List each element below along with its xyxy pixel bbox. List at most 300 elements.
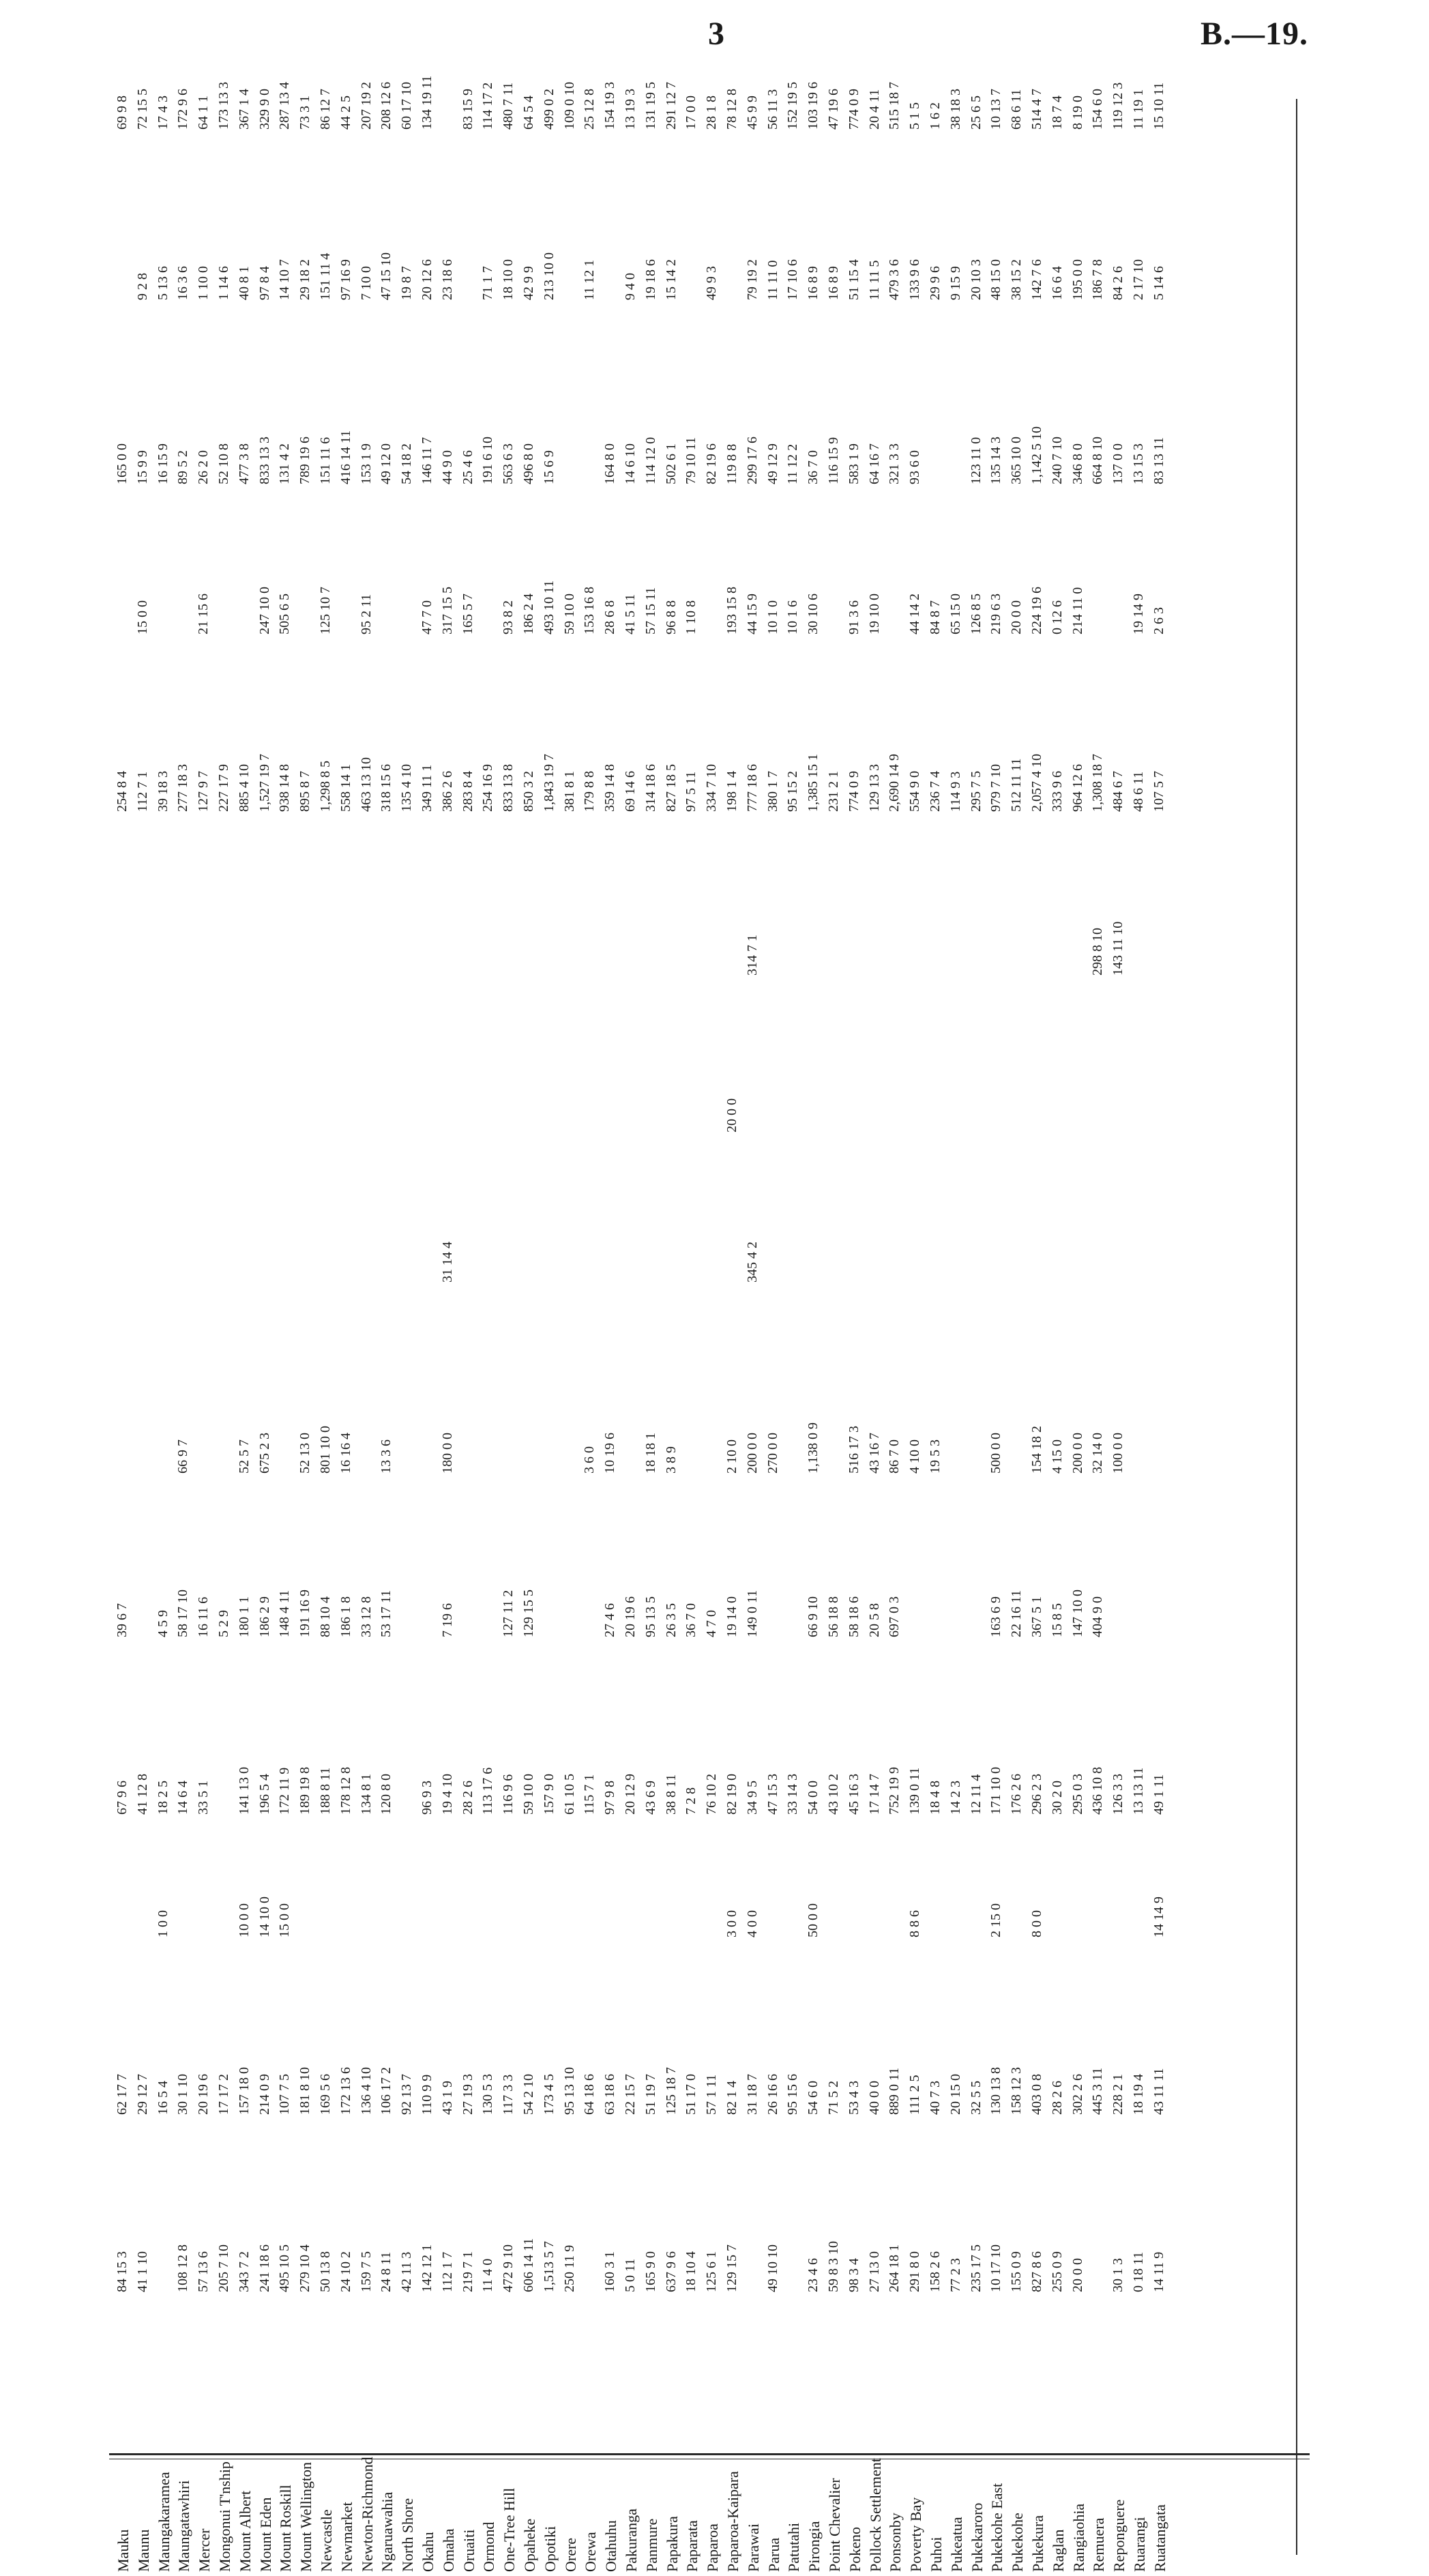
cell-c11: 153 16 8 [582,587,598,634]
cell-c14: 60 17 10 [399,82,415,130]
cell-c13: 97 8 4 [256,266,272,300]
cell-c5: 33 12 8 [358,1596,374,1637]
cell-c14: 20 4 11 [866,89,882,130]
cell-c14: 480 7 11 [501,82,516,130]
cell-c14: 64 5 4 [521,96,536,130]
cell-c1: 18 10 4 [683,2251,699,2292]
cell-c1: 24 10 2 [338,2251,353,2292]
cell-c1: 14 11 9 [1151,2251,1166,2292]
place-name: Parawai [744,2523,762,2572]
cell-c2: 228 2 1 [1110,2074,1126,2115]
cell-c13: 29 18 2 [297,259,313,300]
table-row [358,82,376,2572]
cell-c11: 95 2 11 [358,594,374,634]
cell-c12: 49 12 9 [765,443,780,484]
cell-c1: 495 10 5 [277,2244,293,2292]
cell-c14: 15 10 11 [1151,82,1166,130]
cell-c14: 73 3 1 [297,96,313,130]
cell-c5: 26 3 5 [663,1603,679,1637]
cell-c1: 0 18 11 [1131,2251,1146,2292]
place-name: Poverty Bay [907,2497,925,2572]
cell-c6: 18 18 1 [643,1433,658,1474]
cell-c12: 64 16 7 [866,443,882,484]
cell-c2: 111 2 5 [907,2075,923,2115]
cell-c1: 50 13 8 [318,2251,333,2292]
cell-c2: 54 6 0 [806,2081,821,2115]
place-name: One-Tree Hill [501,2487,518,2572]
cell-c2: 302 2 6 [1070,2074,1085,2115]
cell-c6: 86 7 0 [887,1439,902,1474]
cell-c1: 159 7 5 [358,2251,374,2292]
table-row [988,89,1006,2572]
cell-c14: 173 13 3 [216,82,231,130]
cell-c1: 112 1 7 [439,2251,455,2292]
cell-c4: 176 2 6 [1009,1774,1025,1815]
cell-c14: 172 9 6 [175,89,191,130]
cell-c1: 49 10 10 [765,2244,780,2292]
cell-c13: 11 11 0 [765,260,780,300]
cell-c9: 298 8 10 [1090,928,1106,976]
place-name: Okahu [419,2532,437,2572]
cell-c2: 71 5 2 [826,2081,841,2115]
cell-c13: 11 11 5 [866,260,882,300]
cell-c4: 12 11 4 [968,1774,984,1815]
cell-c11: 19 10 0 [866,594,882,634]
table-row [439,102,457,2572]
table-row [643,82,660,2572]
cell-c14: 72 15 5 [134,89,150,130]
cell-c5: 15 8 5 [1049,1603,1065,1637]
cell-c4: 19 4 10 [439,1774,455,1815]
cell-c11: 193 15 8 [724,587,739,634]
cell-c14: 154 19 3 [602,82,618,130]
cell-c1: 1,513 5 7 [541,2241,557,2292]
cell-c5: 697 0 3 [887,1596,902,1637]
cell-c4: 28 2 6 [460,1781,475,1815]
cell-c2: 157 18 0 [236,2067,252,2115]
cell-c10: 127 9 7 [196,771,211,812]
cell-c9: 143 11 10 [1110,921,1126,976]
cell-c10: 114 9 3 [947,771,963,812]
cell-c13: 51 15 4 [846,259,861,300]
cell-c10: 334 7 10 [704,764,720,812]
cell-c1: 98 3 4 [846,2258,861,2292]
cell-c2: 22 15 7 [623,2074,638,2115]
table-row [115,96,132,2572]
cell-c5: 367 5 1 [1029,1596,1044,1637]
table-row [846,89,864,2572]
cell-c6: 516 17 3 [846,1426,861,1474]
cell-c10: 318 15 6 [379,764,394,812]
cell-c1: 41 1 10 [134,2251,150,2292]
cell-c14: 367 1 4 [236,89,252,130]
cell-c12: 664 8 10 [1090,437,1106,484]
cell-c10: 1,298 8 5 [318,761,333,812]
cell-c13: 42 9 9 [521,266,536,300]
table-row [947,89,965,2572]
cell-c1: 5 0 11 [623,2258,638,2292]
table-row [724,89,741,2572]
table-row [460,89,477,2572]
cell-c12: 26 2 0 [196,450,211,484]
cell-c13: 17 10 6 [785,259,801,300]
cell-c1: 77 2 3 [947,2258,963,2292]
table-row [826,89,843,2572]
cell-c5: 404 9 0 [1090,1596,1106,1637]
cell-c13: 2 17 10 [1131,259,1146,300]
cell-c10: 895 8 7 [297,771,313,812]
cell-c2: 445 3 11 [1090,2067,1106,2115]
cell-c10: 979 7 10 [988,764,1004,812]
cell-c2: 53 4 3 [846,2081,861,2115]
cell-c14: 86 12 7 [318,89,333,130]
cell-c12: 82 19 6 [704,443,720,484]
cell-c13: 16 3 6 [175,266,191,300]
cell-c12: 1,142 5 10 [1029,426,1044,484]
cell-c10: 359 14 8 [602,764,618,812]
cell-c13: 19 8 7 [399,266,415,300]
cell-c10: 777 18 6 [744,764,760,812]
cell-c2: 172 13 6 [338,2067,353,2115]
cell-c4: 7 2 8 [683,1787,699,1815]
cell-c11: 30 10 6 [806,594,821,634]
cell-c4: 47 15 3 [765,1774,780,1815]
table-row [297,96,315,2572]
cell-c10: 2,690 14 9 [887,754,902,812]
document-reference: B.—19. [1200,16,1309,52]
table-row [1009,89,1027,2572]
cell-c2: 117 3 3 [501,2074,516,2115]
cell-c11: 59 10 0 [561,594,577,634]
cell-c12: 25 4 6 [460,450,475,484]
place-name: Papakura [663,2516,681,2572]
cell-c14: 45 9 9 [744,96,760,130]
cell-c14: 774 0 9 [846,89,861,130]
cell-c10: 380 1 7 [765,771,780,812]
cell-c4: 43 6 9 [643,1781,658,1815]
cell-c10: 2,057 4 10 [1029,754,1044,812]
table-row [785,82,803,2572]
cell-c1: 165 9 0 [643,2251,658,2292]
cell-c1: 30 1 3 [1110,2258,1126,2292]
place-name: Mauku [115,2529,132,2572]
cell-c12: 789 19 6 [297,437,313,484]
cell-c7: 345 4 2 [744,1242,760,1283]
cell-c10: 277 18 3 [175,764,191,812]
cell-c6: 1,138 0 9 [806,1422,821,1474]
cell-c4: 134 8 1 [358,1774,374,1815]
cell-c10: 236 7 4 [928,771,943,812]
cell-c14: 25 12 8 [582,89,598,130]
table-row [541,89,559,2572]
cell-c12: 153 1 9 [358,443,374,484]
cell-c5: 147 10 0 [1070,1590,1085,1637]
cell-c13: 9 4 0 [623,273,638,300]
cell-c2: 63 18 6 [602,2074,618,2115]
cell-c11: 20 0 0 [1009,600,1025,634]
cell-c10: 95 15 2 [785,771,801,812]
cell-c2: 17 17 2 [216,2074,231,2115]
cell-c12: 321 3 3 [887,443,902,484]
cell-c13: 71 1 7 [480,266,496,300]
cell-c10: 827 18 5 [663,764,679,812]
cell-c11: 214 11 0 [1070,587,1085,634]
cell-c1: 24 8 11 [379,2251,394,2292]
cell-c12: 114 12 0 [643,437,658,484]
cell-c2: 130 5 3 [480,2074,496,2115]
cell-c4: 295 0 3 [1070,1774,1085,1815]
cell-c5: 22 16 11 [1009,1590,1025,1637]
table-row [602,82,620,2572]
place-name: Otahuhu [602,2520,620,2572]
cell-c13: 195 0 0 [1070,259,1085,300]
cell-c10: 885 4 10 [236,764,252,812]
cell-c4: 43 10 2 [826,1774,841,1815]
cell-c6: 16 16 4 [338,1433,353,1474]
cell-c11: 91 3 6 [846,600,861,634]
cell-c12: 191 6 10 [480,437,496,484]
cell-c11: 317 15 5 [439,587,455,634]
cell-c14: 131 19 5 [643,82,658,130]
cell-c2: 106 17 2 [379,2067,394,2115]
cell-c4: 171 10 0 [988,1767,1004,1815]
cell-c5: 16 11 6 [196,1596,211,1637]
cell-c2: 95 13 10 [561,2067,577,2115]
place-name: Mount Roskill [277,2485,295,2572]
cell-c14: 152 19 5 [785,82,801,130]
cell-c4: 67 9 6 [115,1781,130,1815]
place-name: Puhoi [928,2536,945,2572]
cell-c12: 15 6 9 [541,450,557,484]
cell-c1: 142 12 1 [419,2244,434,2292]
cell-c3: 2 15 0 [988,1903,1004,1937]
table-row [318,89,335,2572]
table-row [216,82,233,2572]
table-row [134,89,152,2572]
cell-c13: 38 15 2 [1009,259,1025,300]
cell-c13: 48 15 0 [988,259,1004,300]
cell-c4: 38 8 11 [663,1774,679,1815]
cell-c10: 964 12 6 [1070,764,1085,812]
cell-c6: 801 10 0 [318,1426,333,1474]
cell-c14: 11 19 1 [1131,89,1146,130]
cell-c11: 28 6 8 [602,600,618,634]
cell-c10: 135 4 10 [399,764,415,812]
cell-c3: 8 0 0 [1029,1910,1044,1937]
cell-c6: 180 0 0 [439,1433,455,1474]
cell-c2: 26 16 6 [765,2074,780,2115]
place-name: Ruatangata [1151,2504,1168,2572]
cell-c6: 52 13 0 [297,1433,313,1474]
cell-c12: 11 12 2 [785,443,801,484]
cell-c13: 151 11 4 [318,252,333,300]
cell-c14: 499 0 2 [541,89,557,130]
cell-c11: 247 10 0 [256,587,272,634]
cell-c2: 889 0 11 [887,2067,902,2115]
cell-c10: 833 13 8 [501,764,516,812]
cell-c10: 774 0 9 [846,771,861,812]
cell-c14: 17 4 3 [155,96,171,130]
cell-c10: 381 8 1 [561,771,577,812]
place-name: Paparoa-Kaipara [724,2471,741,2572]
cell-c12: 563 6 3 [501,443,516,484]
cell-c13: 14 10 7 [277,259,293,300]
cell-c2: 95 15 6 [785,2074,801,2115]
place-name: Raglan [1049,2529,1067,2572]
cell-c11: 57 15 11 [643,587,658,634]
cell-c14: 64 1 1 [196,96,211,130]
place-name: Maungakaramea [155,2472,173,2572]
cell-c11: 96 8 8 [663,600,679,634]
cell-c4: 126 3 3 [1110,1774,1126,1815]
cell-c5: 7 19 6 [439,1603,455,1637]
place-name: Mercer [196,2528,213,2572]
cell-c6: 100 0 0 [1110,1433,1126,1474]
cell-c3: 10 0 0 [236,1903,252,1937]
place-name: Ruarangi [1131,2517,1148,2572]
table-row [744,96,762,2572]
cell-c1: 637 9 6 [663,2251,679,2292]
cell-c14: 119 12 3 [1110,82,1126,130]
cell-c12: 49 12 0 [379,443,394,484]
cell-c12: 83 13 11 [1151,437,1166,484]
cell-c14: 287 13 4 [277,82,293,130]
cell-c13: 20 12 6 [419,259,434,300]
cell-c13: 133 9 6 [907,259,923,300]
cell-c4: 120 8 0 [379,1774,394,1815]
cell-c1: 279 10 4 [297,2244,313,2292]
cell-c5: 19 14 0 [724,1596,739,1637]
place-name: Pukeatua [947,2517,965,2572]
place-name: Panmure [643,2518,660,2572]
cell-c11: 44 15 9 [744,594,760,634]
cell-c14: 109 0 10 [561,82,577,130]
table-row [887,82,904,2572]
cell-c4: 296 2 3 [1029,1774,1044,1815]
cell-c14: 114 17 2 [480,82,496,130]
cell-c13: 20 10 3 [968,259,984,300]
cell-c1: 125 6 1 [704,2251,720,2292]
cell-c13: 79 19 2 [744,259,760,300]
cell-c1: 23 4 6 [806,2258,821,2292]
table-row [866,89,884,2572]
cell-c6: 19 5 3 [928,1439,943,1474]
cell-c12: 93 6 0 [907,450,923,484]
cell-c10: 512 11 11 [1009,758,1025,812]
cell-c12: 583 1 9 [846,443,861,484]
place-name: Pukekaroro [968,2502,986,2572]
cell-c2: 64 18 6 [582,2074,598,2115]
table-row [704,96,722,2572]
place-name: Newton-Richmond [358,2457,376,2572]
cell-c1: 27 13 0 [866,2251,882,2292]
table-row [907,102,925,2572]
cell-c12: 36 7 0 [806,450,821,484]
cell-c11: 165 5 7 [460,594,475,634]
cell-c10: 107 5 7 [1151,771,1166,812]
cell-c1: 343 7 2 [236,2251,252,2292]
cell-c13: 9 2 8 [134,273,150,300]
cell-c5: 191 16 9 [297,1590,313,1637]
cell-c5: 4 7 0 [704,1610,720,1637]
cell-c12: 131 4 2 [277,443,293,484]
cell-c5: 58 18 6 [846,1596,861,1637]
cell-c2: 51 19 7 [643,2074,658,2115]
cell-c10: 227 17 9 [216,764,231,812]
cell-c12: 146 11 7 [419,437,434,484]
cell-c11: 15 0 0 [134,600,150,634]
cell-c11: 10 1 0 [765,600,780,634]
cell-c13: 40 8 1 [236,266,252,300]
table-row [236,89,254,2572]
cell-c11: 224 19 6 [1029,587,1044,634]
cell-c14: 103 19 6 [806,82,821,130]
cell-c4: 141 13 0 [236,1767,252,1815]
cell-c10: 254 8 4 [115,771,130,812]
cell-c13: 29 9 6 [928,266,943,300]
cell-c2: 403 0 8 [1029,2074,1044,2115]
cell-c12: 365 10 0 [1009,437,1025,484]
cell-c6: 200 0 0 [1070,1433,1085,1474]
cell-c14: 5 1 5 [907,102,923,130]
cell-c13: 7 10 0 [358,266,374,300]
cell-c10: 112 7 1 [134,771,150,812]
place-name: Newmarket [338,2502,355,2572]
place-name: Ngaruawahia [379,2491,396,2572]
cell-c11: 41 5 11 [623,594,638,634]
cell-c4: 752 19 9 [887,1767,902,1815]
cell-c4: 61 10 5 [561,1774,577,1815]
cell-c4: 82 19 0 [724,1774,739,1815]
cell-c4: 178 12 8 [338,1767,353,1815]
cell-c2: 173 4 5 [541,2074,557,2115]
table-row [1049,96,1067,2572]
cell-c4: 139 0 11 [907,1767,923,1815]
cell-c2: 130 13 8 [988,2067,1004,2115]
cell-c12: 416 14 11 [338,430,353,484]
cell-c4: 18 4 8 [928,1781,943,1815]
cell-c13: 5 14 6 [1151,266,1166,300]
cell-c4: 172 11 9 [277,1767,293,1815]
table-row [806,82,823,2572]
cell-c14: 69 9 8 [115,96,130,130]
cell-c2: 125 18 7 [663,2067,679,2115]
table-row [480,82,498,2572]
cell-c14: 83 15 9 [460,89,475,130]
place-name: Opotiki [541,2526,559,2572]
cell-c13: 15 14 2 [663,259,679,300]
cell-c12: 15 9 9 [134,450,150,484]
cell-c4: 33 5 1 [196,1781,211,1815]
cell-c1: 108 12 8 [175,2244,191,2292]
cell-c6: 66 9 7 [175,1439,191,1474]
cell-c4: 49 1 11 [1151,1774,1166,1815]
cell-c4: 41 12 8 [134,1774,150,1815]
cell-c12: 123 11 0 [968,437,984,484]
table-row [928,102,945,2572]
cell-c10: 97 5 11 [683,771,699,812]
cell-c2: 136 4 10 [358,2067,374,2115]
cell-c14: 25 6 5 [968,96,984,130]
cell-c6: 3 8 9 [663,1446,679,1474]
place-name: Pakuranga [623,2508,640,2572]
cell-c9: 314 7 1 [744,935,760,976]
cell-c2: 169 5 6 [318,2074,333,2115]
cell-c4: 20 12 9 [623,1774,638,1815]
place-name: Opaheke [521,2518,538,2572]
table-row [521,96,538,2572]
cell-c4: 14 6 4 [175,1781,191,1815]
